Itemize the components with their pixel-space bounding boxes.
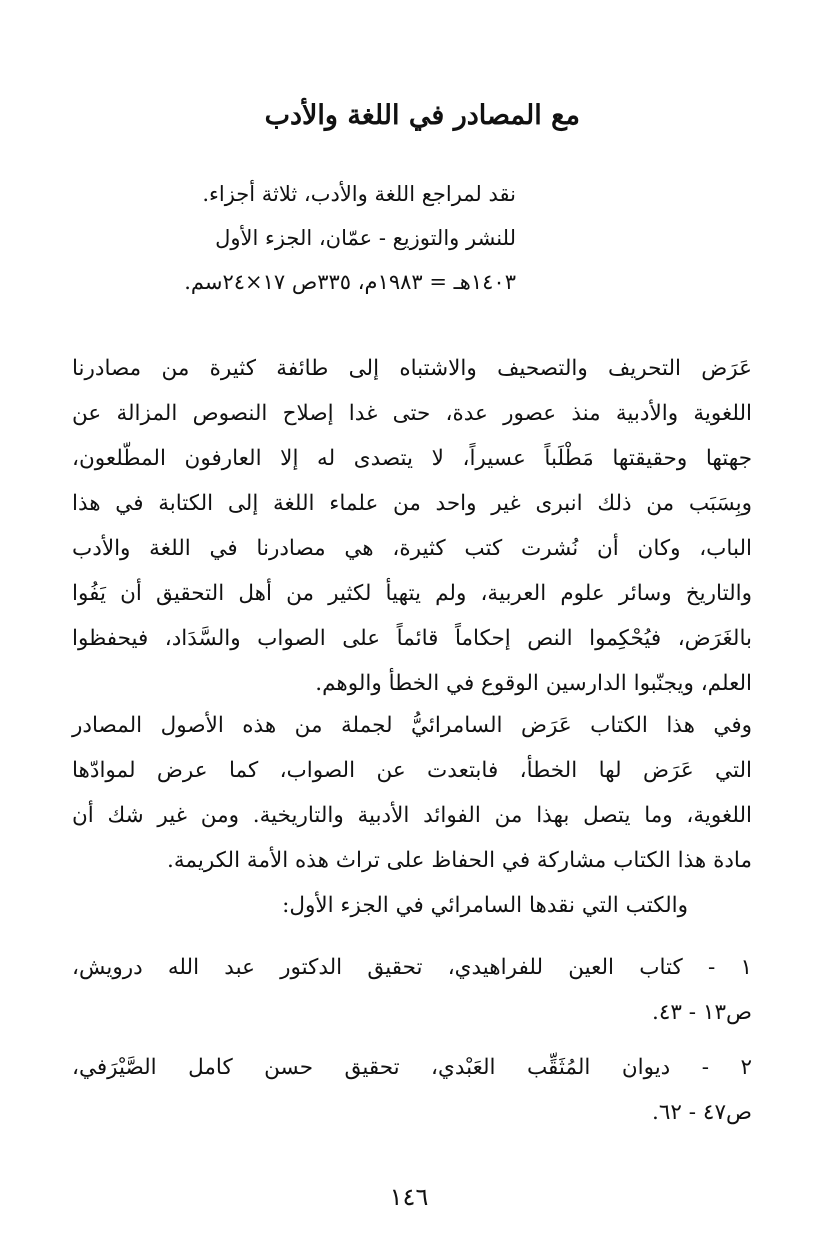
list-item-pages: ص١٣ - ٤٣. (652, 1000, 752, 1025)
paragraph-2 (72, 703, 752, 883)
bibliography-line: ١٤٠٣هـ = ١٩٨٣م، ٣٣٥ص ١٧×٢٤سم. (184, 270, 516, 294)
list-item-line: ١ - كتاب العين للفراهيدي، تحقيق الدكتور عبد الله درويش، (72, 955, 752, 980)
text-line: عَرَض التحريف والتصحيف والاشتباه إلى طائفة كثيرة من مصادرنا (72, 356, 752, 381)
list-item-pages: ص٤٧ - ٦٢. (652, 1100, 752, 1125)
page-number: ١٤٦ (389, 1183, 429, 1211)
list-item (72, 1045, 752, 1135)
paragraph-3 (72, 883, 752, 928)
page-title: مع المصادر في اللغة والأدب (264, 100, 580, 131)
text-line: والتاريخ وسائر علوم العربية، ولم يتهيأ لكثير من أهل التحقيق أن يَفُوا (72, 581, 752, 606)
paragraph-1 (72, 346, 752, 706)
text-line: اللغوية والأدبية منذ عصور عدة، حتى غدا إصلاح النصوص المزالة عن (72, 401, 752, 426)
text-line: والكتب التي نقدها السامرائي في الجزء الأول: (282, 893, 688, 918)
text-line: وبِسَبَب من ذلك انبرى غير واحد من علماء اللغة إلى الكتابة في هذا (72, 491, 752, 516)
list-item-line: ٢ - ديوان المُثَقِّب العَبْدي، تحقيق حسن كامل الصَّيْرَفي، (72, 1055, 752, 1080)
text-line: اللغوية، وما يتصل بهذا من الفوائد الأدبية والتاريخية. ومن غير شك أن (72, 803, 752, 828)
bibliography-line: للنشر والتوزيع - عمّان، الجزء الأول (215, 226, 516, 250)
text-line: مادة هذا الكتاب مشاركة في الحفاظ على تراث هذه الأمة الكريمة. (167, 848, 752, 873)
text-line: التي عَرَض لها الخطأ، فابتعدت عن الصواب، كما عرض لموادّها (72, 758, 752, 783)
list-item (72, 945, 752, 1035)
text-line: وفي هذا الكتاب عَرَض السامرائيُّ لجملة من هذه الأصول المصادر (72, 713, 752, 738)
text-line: جهتها وحقيقتها مَطْلَباً عسيراً، لا يتصدى له إلا العارفون المطّلعون، (72, 446, 752, 471)
bibliography-line: نقد لمراجع اللغة والأدب، ثلاثة أجزاء. (202, 182, 516, 206)
text-line: بالغَرَض، فيُحْكِموا النص إحكاماً قائماً على الصواب والسَّدَاد، فيحفظوا (72, 626, 752, 651)
bibliography-block (76, 172, 516, 304)
text-line: العلم، ويجنّبوا الدارسين الوقوع في الخطأ والوهم. (315, 671, 752, 696)
text-line: الباب، وكان أن نُشرت كتب كثيرة، هي مصادرنا في اللغة والأدب (72, 536, 752, 561)
